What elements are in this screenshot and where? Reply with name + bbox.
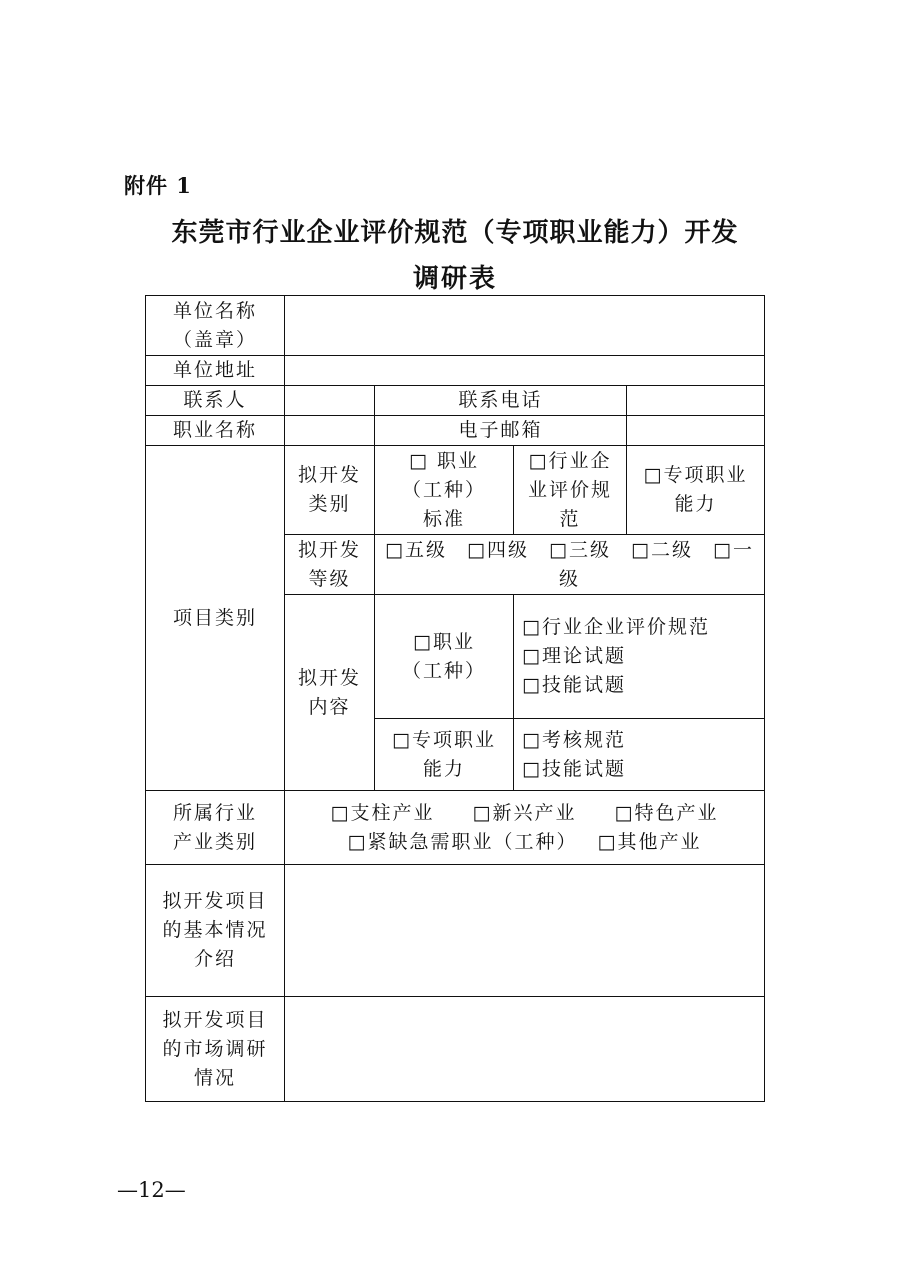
content-option-occupation[interactable] [375, 595, 514, 719]
level-option-4[interactable]: □四级 [467, 538, 529, 561]
unit-name-label [146, 296, 285, 356]
industry-options [285, 791, 765, 865]
content-option-special-ability[interactable] [375, 719, 514, 791]
industry-label-line-1: 所属行业 [172, 801, 257, 824]
dev-content-label-line-1: 拟开发 [297, 666, 361, 689]
email-label: 电子邮箱 [375, 416, 627, 446]
occupation-row [146, 416, 765, 446]
dev-type-label-line-2: 类别 [308, 493, 351, 515]
market-research-label-line-3: 情况 [193, 1066, 236, 1089]
level-option-3[interactable]: □三级 [549, 538, 611, 561]
option-text: □专项职业 [392, 728, 496, 751]
option-text: □专项职业 [643, 464, 748, 486]
industry-option-other[interactable]: □其他产业 [597, 830, 702, 853]
dev-type-option-special-ability[interactable] [627, 446, 765, 535]
contact-row [146, 386, 765, 416]
content-item-assessment-spec[interactable]: □考核规范 [522, 728, 626, 751]
industry-option-shortage[interactable]: □紧缺急需职业（工种） [347, 830, 578, 853]
industry-label-line-2: 产业类别 [172, 830, 257, 853]
option-text: 标准 [422, 507, 465, 530]
dev-type-option-occupation-standard[interactable] [375, 446, 514, 535]
basic-info-label-line-2: 的基本情况 [162, 919, 268, 941]
level-option-2[interactable]: □二级 [631, 538, 693, 561]
basic-info-field[interactable] [285, 865, 765, 997]
contact-label: 联系人 [146, 386, 285, 416]
option-text: 范 [559, 507, 581, 530]
dev-content-label-line-2: 内容 [308, 695, 351, 718]
option-text: 业评价规 [527, 478, 612, 501]
dev-type-label [285, 446, 375, 535]
level-option-1[interactable]: □一级 [558, 538, 754, 590]
industry-label [146, 791, 285, 865]
document-title-line-1: 东莞市行业企业评价规范（专项职业能力）开发 [171, 218, 739, 248]
option-text: □职业 [413, 630, 475, 653]
option-text: 能力 [422, 757, 465, 780]
level-option-5[interactable]: □五级 [385, 538, 447, 561]
unit-address-field[interactable] [285, 356, 765, 386]
market-research-field[interactable] [285, 997, 765, 1102]
dev-type-label-line-1: 拟开发 [297, 464, 361, 486]
survey-form-table [145, 295, 765, 1102]
dev-level-options [375, 535, 765, 595]
market-research-label [146, 997, 285, 1102]
content-item-skill-exam[interactable]: □技能试题 [522, 757, 626, 780]
basic-info-row [146, 865, 765, 997]
document-title-line-2: 调研表 [412, 264, 497, 294]
dev-type-option-enterprise-spec[interactable] [514, 446, 627, 535]
unit-name-label-text: 单位名称 [172, 299, 257, 322]
phone-label: 联系电话 [375, 386, 627, 416]
option-text: 能力 [674, 493, 717, 515]
unit-address-label: 单位地址 [146, 356, 285, 386]
unit-name-field[interactable] [285, 296, 765, 356]
option-text: □行业企 [528, 449, 612, 472]
occupation-name-label: 职业名称 [146, 416, 285, 446]
dev-type-row [146, 446, 765, 535]
unit-address-row [146, 356, 765, 386]
content-item-skill-exam[interactable]: □技能试题 [522, 674, 626, 696]
industry-options-line-2 [289, 828, 760, 857]
option-text: （工种） [401, 659, 486, 682]
basic-info-label [146, 865, 285, 997]
industry-options-line-1 [289, 799, 760, 828]
seal-label-text: （盖章） [172, 328, 257, 351]
dev-level-label-line-1: 拟开发 [297, 538, 361, 561]
industry-option-emerging[interactable]: □新兴产业 [472, 801, 577, 824]
content-item-enterprise-spec[interactable]: □行业企业评价规范 [522, 616, 710, 638]
page-number: —12— [117, 1178, 186, 1202]
market-research-label-line-1: 拟开发项目 [162, 1008, 268, 1031]
dev-level-label-line-2: 等级 [308, 567, 351, 590]
option-text: □ 职业 [409, 449, 479, 472]
option-text: （工种） [401, 478, 486, 501]
basic-info-label-line-1: 拟开发项目 [162, 890, 268, 912]
market-research-row [146, 997, 765, 1102]
industry-row [146, 791, 765, 865]
occupation-name-field[interactable] [285, 416, 375, 446]
basic-info-label-line-3: 介绍 [193, 948, 236, 970]
project-category-label: 项目类别 [146, 446, 285, 791]
dev-content-label [285, 595, 375, 791]
contact-field[interactable] [285, 386, 375, 416]
content-item-theory-exam[interactable]: □理论试题 [522, 645, 626, 667]
phone-field[interactable] [627, 386, 765, 416]
occupation-content-items [514, 595, 765, 719]
unit-name-row [146, 296, 765, 356]
attachment-label: 附件 1 [124, 173, 192, 198]
email-field[interactable] [627, 416, 765, 446]
industry-option-featured[interactable]: □特色产业 [614, 801, 719, 824]
special-content-items [514, 719, 765, 791]
industry-option-pillar[interactable]: □支柱产业 [330, 801, 435, 824]
dev-level-label [285, 535, 375, 595]
market-research-label-line-2: 的市场调研 [162, 1037, 268, 1060]
